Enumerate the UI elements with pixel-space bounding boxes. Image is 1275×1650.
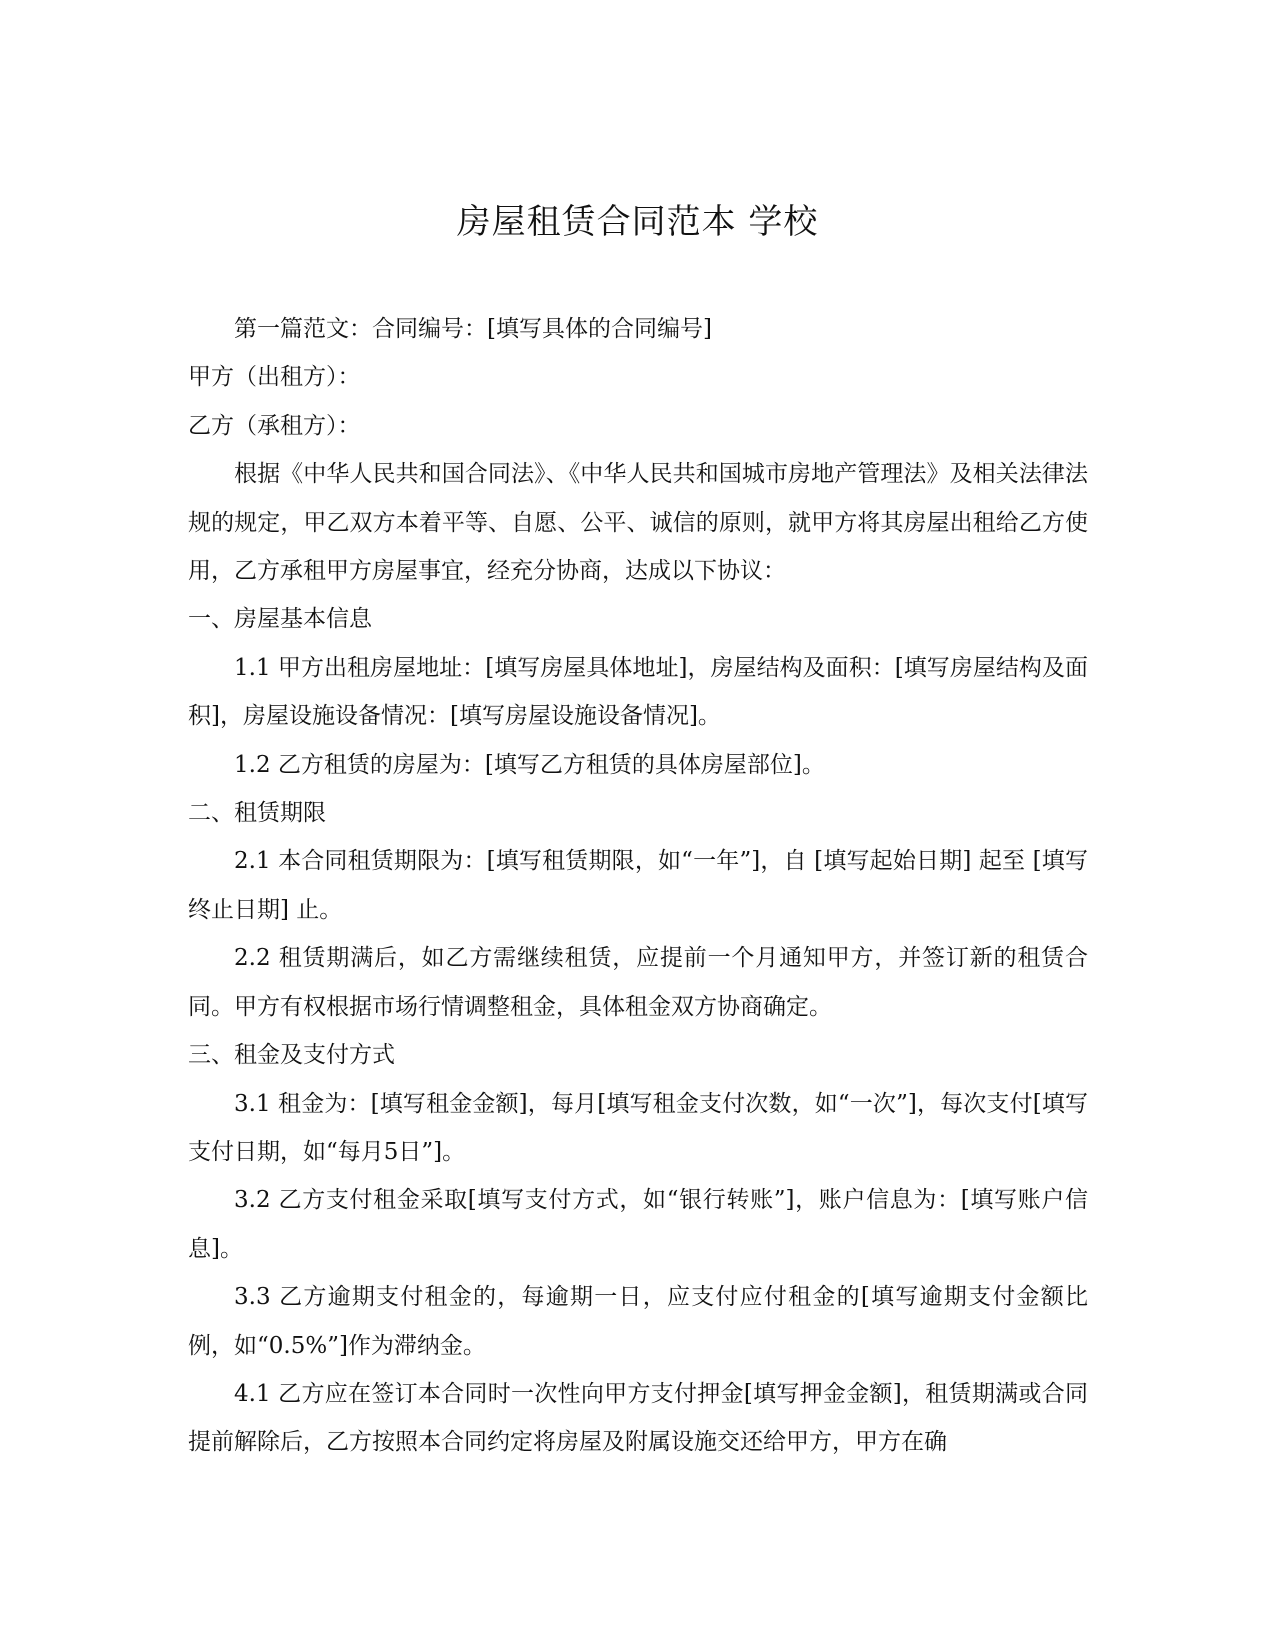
paragraph-preamble: 根据《中华人民共和国合同法》、《中华人民共和国城市房地产管理法》及相关法律法规的规定，甲乙双方本着平等、自愿、公平、诚信的原则，就甲方将其房屋出租给乙方使用，乙方承租甲方房屋事宜，经充分协商，达成以下协议：: [188, 461, 1088, 585]
clause-3-3: 3.3 乙方逾期支付租金的，每逾期一日，应支付应付租金的[填写逾期支付金额比例，如“0.5%”]作为滞纳金。: [188, 1284, 1088, 1359]
document-title: 房屋租赁合同范本 学校: [456, 202, 819, 242]
paragraph-party-b: 乙方（承租方）：: [188, 412, 361, 439]
clause-2-1: 2.1 本合同租赁期限为：[填写租赁期限，如“一年”]，自 [填写起始日期] 起至 [填写终止日期] 止。: [188, 848, 1088, 923]
clause-1-1: 1.1 甲方出租房屋地址：[填写房屋具体地址]，房屋结构及面积：[填写房屋结构及面积]，房屋设施设备情况：[填写房屋设施设备情况]。: [188, 654, 1088, 730]
document-body: [188, 305, 1088, 1467]
clause-2-2: 2.2 租赁期满后，如乙方需继续租赁，应提前一个月通知甲方，并签订新的租赁合同。甲方有权根据市场行情调整租金，具体租金双方协商确定。: [188, 945, 1088, 1020]
clause-1-2: 1.2 乙方租赁的房屋为：[填写乙方租赁的具体房屋部位]。: [234, 751, 825, 778]
paragraph-contract-number: 第一篇范文：合同编号：[填写具体的合同编号]: [234, 316, 712, 342]
section-heading-3: 三、租金及支付方式: [188, 1042, 395, 1069]
clause-4-1: 4.1 乙方应在签订本合同时一次性向甲方支付押金[填写押金金额]，租赁期满或合同提前解除后，乙方按照本合同约定将房屋及附属设施交还给甲方，甲方在确: [188, 1380, 1088, 1456]
section-heading-2: 二、租赁期限: [188, 800, 326, 827]
clause-3-1: 3.1 租金为：[填写租金金额]，每月[填写租金支付次数，如“一次”]，每次支付[填写支付日期，如“每月5日”]。: [188, 1090, 1088, 1165]
clause-3-2: 3.2 乙方支付租金采取[填写支付方式，如“银行转账”]，账户信息为：[填写账户信息]。: [188, 1187, 1088, 1262]
section-heading-1: 一、房屋基本信息: [188, 606, 372, 633]
paragraph-party-a: 甲方（出租方）：: [188, 364, 361, 391]
